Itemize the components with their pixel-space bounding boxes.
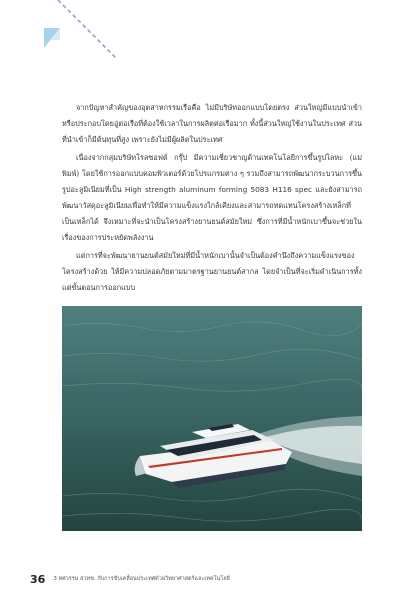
paragraph-2: เนื่องจากกลุ่มบริษัทโรลซอฟต์ กรุ๊ป มีความเชี่ยวชาญด้านเทคโนโลยีการขึ้นรูปโลหะ (แม่พิมพ์) โดยใช้การออกแบบคอมพิวเตอร์ด้วยโปรแกรมต่าง ๆ รวมถึงสามารถพัฒนากระบวนการขึ้นรูปอะลูมิเนียมที่เป็น High strength aluminum forming 5083 H116 spec และยังสามารถพัฒนาวัสดุอะลูมิเนียมเพื่อทำให้มีความแข็งแรงใกล้เคียงและสามารถทดแทนโครงสร้างเหล็กที่เป็นเหล็กได้ จึงเหมาะที่จะนำเป็นโครงสร้างยานยนต์สมัยใหม่ ซึ่งการที่มีน้ำหนักเบาขึ้นจะช่วยในเรื่องของการประหยัดพลังงาน bbox=[62, 153, 362, 242]
footer-text: 3 ทศวรรษ สวทช. กับการขับเคลื่อนประเทศด้วยวิทยาศาสตร์และเทคโนโลยี bbox=[53, 576, 230, 582]
text-content bbox=[62, 100, 362, 298]
paragraph-3: แต่การที่จะพัฒนายานยนต์สมัยใหม่ที่มีน้ำหนักเบานั้นจำเป็นต้องคำนึงถึงความแข็งแรงของโครงสร้างด้วย ให้มีความปลอดภัยตามมาตรฐานยานยนต์สากล โดยจำเป็นที่จะเริ่มดำเนินการทั้งแต่ขั้นตอนการออกแบบ bbox=[62, 251, 362, 292]
corner-dashed-line bbox=[58, 0, 116, 58]
paragraph-1: จากปัญหาสำคัญของอุตสาหกรรมเรือคือ ไม่มีบริษัทออกแบบโดยตรง ส่วนใหญ่มีแบบนำเข้า หรือประกอบโดยอู่ต่อเรือที่ต้องใช้เวลาในการผลิตต่อเรือมาก ทั้งนี้ส่วนใหญ่ใช้งานในประเทศ ส่วนที่นำเข้าก็มีต้นทุนที่สูง เพราะยังไม่มีผู้ผลิตในประเทศ bbox=[62, 103, 362, 144]
page-number: 36 bbox=[30, 572, 46, 586]
corner-decoration bbox=[0, 0, 120, 100]
ferry-photo bbox=[62, 306, 362, 531]
ferry-photo-image bbox=[62, 306, 362, 531]
page-footer bbox=[30, 572, 390, 586]
